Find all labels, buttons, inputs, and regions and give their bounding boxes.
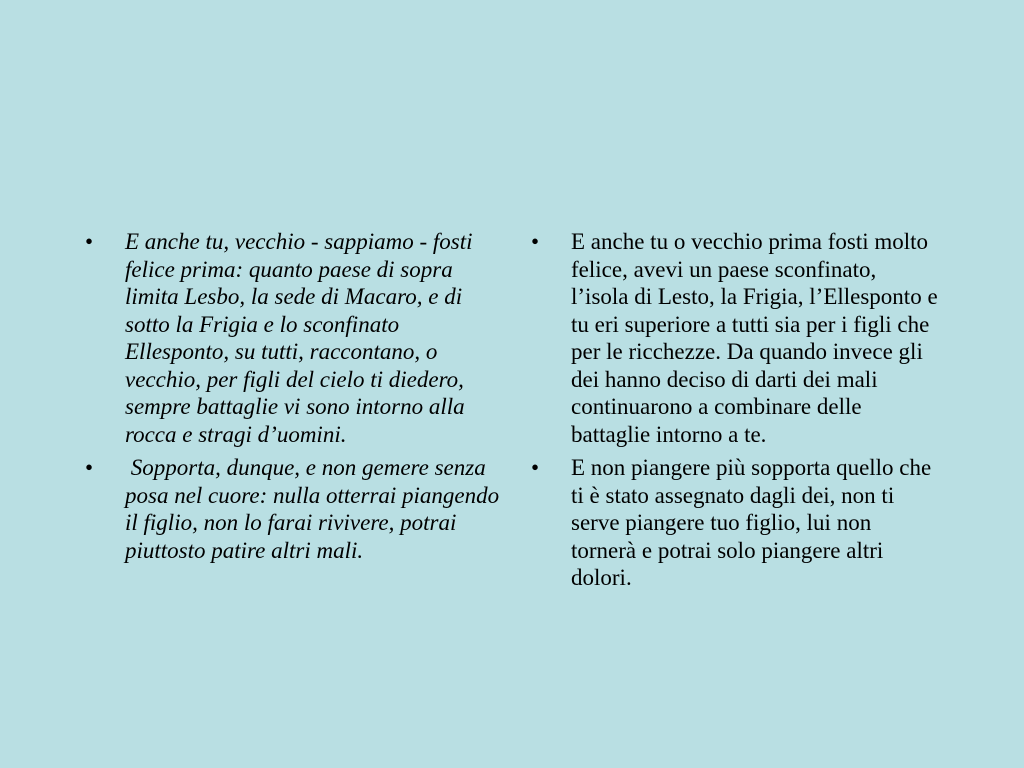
list-item [528, 454, 938, 592]
list-item [82, 454, 505, 564]
list-item [82, 228, 502, 448]
bullet-dot-icon: • [531, 229, 540, 254]
left-bullet-list [82, 228, 505, 564]
bullet-dot-icon: • [85, 455, 94, 480]
bullet-dot-icon: • [531, 455, 540, 480]
list-item [528, 228, 938, 448]
bullet-dot-icon: • [85, 229, 94, 254]
bullet-text: Sopporta, dunque, e non gemere senza posa nel cuore: nulla otterrai piangendo il figlio, non lo farai rivivere, potrai piuttosto patire altri mali. [125, 455, 505, 563]
bullet-text: E non piangere più sopporta quello che ti è stato assegnato dagli dei, non ti serve piangere tuo figlio, lui non tornerà e potrai solo piangere altri dolori. [571, 455, 932, 590]
right-column-paraphrase [528, 228, 938, 598]
right-bullet-list [528, 228, 938, 592]
bullet-text: E anche tu, vecchio - sappiamo - fosti felice prima: quanto paese di sopra limita Lesbo, la sede di Macaro, e di sotto la Frigia e lo sconfinato Ellesponto, su tutti, raccontano, o vecchio, per figli del cielo ti diedero, sempre battaglie vi sono intorno alla rocca e stragi d’uomini. [125, 229, 473, 447]
bullet-text: E anche tu o vecchio prima fosti molto felice, avevi un paese sconfinato, l’isola di Lesto, la Frigia, l’Ellesponto e tu eri superiore a tutti sia per i figli che per le ricchezze. Da quando invece gli dei hanno deciso di darti dei mali continuarono a combinare delle battaglie intorno a te. [571, 229, 938, 447]
left-column-italian-verse [82, 228, 505, 570]
